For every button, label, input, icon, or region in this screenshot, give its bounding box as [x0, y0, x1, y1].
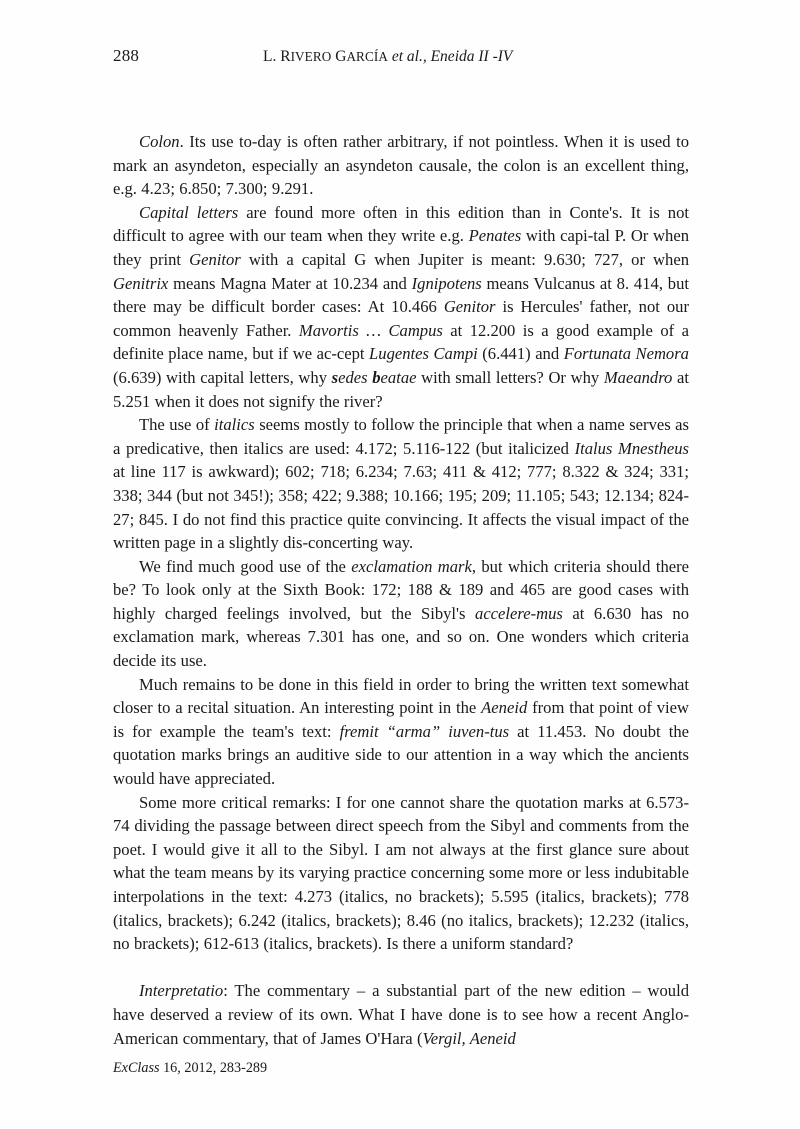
- it-seg-2: seems mostly to follow the principle that when a name serves as a predicative, then italics are used: 4.172; 5.116-122 (but italicized: [113, 415, 689, 458]
- cl-fortunata-nemora: Fortunata Nemora: [563, 344, 689, 364]
- header-author-surname-1-cap: R: [280, 48, 291, 65]
- it-seg-1: The use of: [139, 415, 215, 435]
- running-header: [113, 46, 687, 68]
- in-seg-1: : The commentary – a substantial part of the new edition – would have deserved a review of its own. What I have done is to see how a recent Anglo-American commentary, that of James O'Hara (: [113, 981, 689, 1048]
- rc-fremit-arma-iuventus: fremit “arma” iuven-tus: [339, 721, 510, 741]
- ex-exclamation-mark-term: exclamation mark: [351, 556, 472, 576]
- paragraph-italics: [113, 413, 689, 555]
- cl-campus: Campus: [388, 320, 443, 340]
- ex-seg-3: at 6.630 has no exclamation mark, whereas 7.301 has one, and so on. One wonders which criteria decide its use.: [113, 603, 689, 671]
- header-work-title: Eneida II -IV: [430, 48, 513, 65]
- page-number: 288: [113, 46, 140, 65]
- it-italics-term: italics: [214, 415, 255, 435]
- rc-seg-1: Much remains to be done in this field in order to bring the written text somewhat closer to a recital situation. An interesting point in the: [113, 674, 689, 718]
- cl-sedes-rest: edes: [338, 367, 373, 387]
- header-title: [203, 48, 687, 66]
- cl-seg-4: means Magna Mater at 10.234 and: [168, 273, 412, 293]
- header-author-surname-2-cap: G: [331, 48, 347, 65]
- ex-acceleremus: accelere-mus: [475, 603, 563, 623]
- cl-beatae-rest: eatae: [380, 367, 417, 387]
- it-seg-3: at line 117 is awkward); 602; 718; 6.234; 7.63; 411 & 412; 777; 8.322 & 324; 331; 338; 344 (but not 345!); 358; 422; 9.388; 10.166; 195; 209; 11.105; 543; 12.134; 824-27; 845. I do not find this practice quite convincing. It affects the visual impact of the written page in a slightly dis-concerting way.: [113, 462, 689, 553]
- ex-seg-2: , but which criteria should there be? To look only at the Sixth Book: 172; 188 & 189 and 465 are good cases with highly charged feelings involved, but the Sibyl's: [113, 556, 689, 623]
- paragraph-interpretatio: [113, 979, 689, 1050]
- paragraph-capital-letters: [113, 201, 689, 413]
- ex-seg-1: We find much good use of the: [139, 556, 352, 576]
- capital-letters-lead-term: Capital letters: [139, 202, 239, 222]
- cl-beatae-bold-b: b: [372, 367, 381, 387]
- page-footer: [113, 1060, 687, 1077]
- cl-seg-12: at 5.251 when it does not signify the river?: [113, 367, 689, 411]
- cl-maeandro: Maeandro: [603, 367, 673, 387]
- paragraph-recital: [113, 673, 689, 791]
- paragraph-colon: [113, 130, 689, 201]
- cr-body: Some more critical remarks: I for one cannot share the quotation marks at 6.573-74 dividing the passage between direct speech from the Sibyl and comments from the poet. I would give it all to the Sibyl. I am not always at the first glance sure about what the team means by its varying practice concerning some more or less indubitable interpolations in the text: 4.273 (italics, no brackets); 5.595 (italics, brackets); 778 (italics, brackets); 6.242 (italics, brackets); 8.46 (no italics, brackets); 12.232 (italics, no brackets); 612-613 (italics, brackets). Is there a uniform standard?: [113, 792, 689, 954]
- cl-seg-6: is Hercules' father, not our common heavenly Father.: [113, 297, 689, 340]
- rc-aeneid: Aeneid: [481, 698, 528, 718]
- cl-genitor-1: Genitor: [189, 249, 241, 269]
- cl-mavortis: Mavortis …: [298, 320, 382, 340]
- it-italus-mnestheus: Italus Mnestheus: [574, 438, 689, 458]
- header-author-surname-1-rest: IVERO: [290, 49, 332, 64]
- header-author-initial: L.: [263, 48, 281, 65]
- colon-lead-term: Colon: [139, 132, 180, 151]
- footer-journal-name: ExClass: [113, 1060, 160, 1076]
- cl-seg-5: means Vulcanus at 8. 414, but there may be difficult border cases: At 10.466: [113, 273, 689, 317]
- cl-seg-1: are found more often in this edition than in Conte's. It is not difficult to agree with our team when they write e.g.: [113, 202, 689, 246]
- rc-seg-3: at 11.453. No doubt the quotation marks brings an auditive side to our attention in a way which the ancients would have appreciated.: [113, 721, 689, 789]
- colon-body: . Its use to-day is often rather arbitrary, if not pointless. When it is used to mark an asyndeton, especially an asyndeton causale, the colon is an excellent thing, e.g. 4.23; 6.850; 7.300; 9.291.: [113, 132, 689, 199]
- body-text-block: [113, 130, 689, 1050]
- cl-ignipotens: Ignipotens: [411, 273, 482, 293]
- in-vergil-aeneid: Vergil, Aeneid: [422, 1028, 516, 1048]
- cl-seg-11: with small letters? Or why: [416, 367, 604, 387]
- paragraph-critical-remarks: [113, 791, 689, 956]
- cl-seg-3: with a capital G when Jupiter is meant: 9.630; 727, or when: [240, 249, 689, 269]
- paragraph-exclamation-mark: [113, 555, 689, 673]
- cl-penates: Penates: [468, 226, 522, 246]
- cl-seg-10: (6.639) with capital letters, why: [113, 367, 332, 387]
- rc-seg-2: from that point of view is for example the team's text:: [113, 698, 689, 741]
- cl-seg-8: at 12.200 is a good example of a definite place name, but if we ac-cept: [113, 320, 689, 364]
- header-author-surname-2-rest: ARCÍA: [346, 49, 388, 64]
- cl-sedes-bold-s: s: [331, 367, 339, 387]
- footer-citation: 16, 2012, 283-289: [159, 1060, 268, 1076]
- cl-lugentes-campi: Lugentes Campi: [369, 344, 478, 364]
- cl-seg-2: with capi-tal P. Or when they print: [113, 226, 689, 269]
- cl-genitor-2: Genitor: [443, 297, 496, 317]
- cl-genitrix: Genitrix: [113, 273, 169, 293]
- header-etal: et al.,: [387, 48, 431, 65]
- interpretatio-lead-term: Interpretatio: [139, 981, 224, 1001]
- cl-seg-9: (6.441) and: [477, 344, 564, 364]
